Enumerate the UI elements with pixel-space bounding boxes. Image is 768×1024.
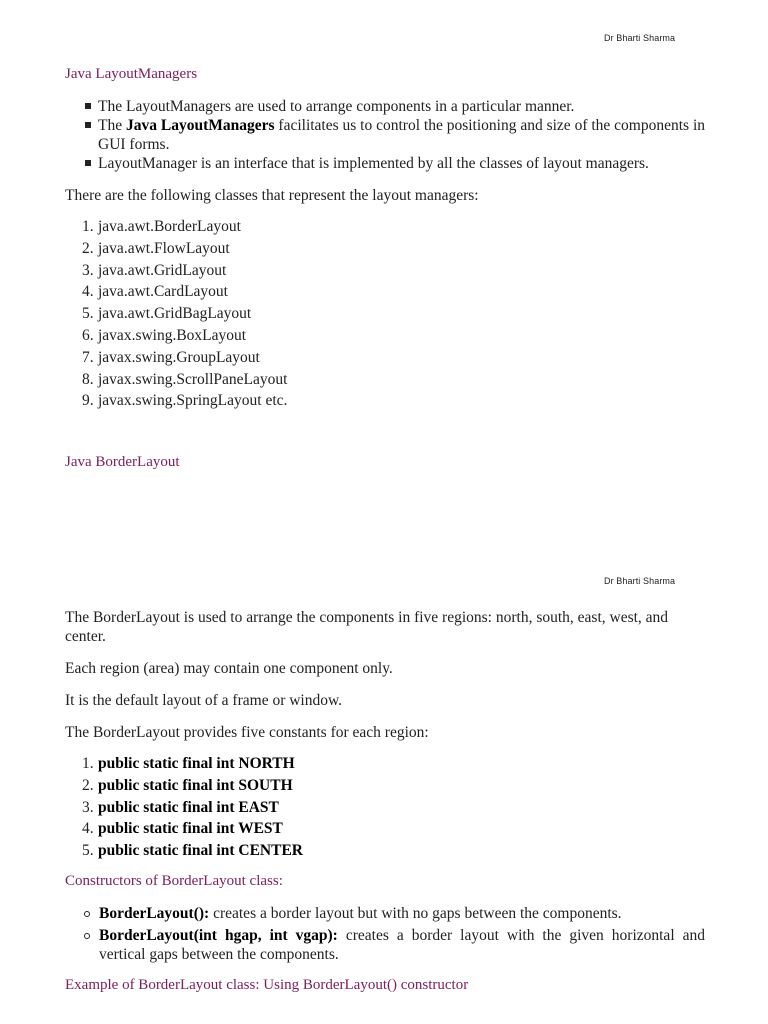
section-heading-borderlayout: Java BorderLayout (65, 454, 180, 470)
section-heading-example: Example of BorderLayout class: Using BorderLayout() constructor (65, 977, 469, 993)
constant-item-text: public static final int WEST (98, 820, 283, 838)
layout-class-item-text: java.awt.GridBagLayout (98, 305, 252, 323)
list-number: 1. (82, 218, 94, 235)
list-number: 4. (82, 283, 94, 301)
constructor-item: BorderLayout(int hgap, int vgap): creates a border layout with the given horizontal and vertical gaps between the components. (65, 926, 705, 964)
layout-class-item (65, 369, 287, 391)
constructor-item: BorderLayout(): creates a border layout but with no gaps between the components. (65, 904, 705, 923)
region-note: Each region (area) may contain one component only. (65, 660, 393, 677)
list-number: 5. (82, 842, 94, 860)
layout-class-item (65, 238, 287, 260)
list-number: 2. (82, 239, 94, 257)
layout-class-item-text: javax.swing.ScrollPaneLayout (98, 370, 288, 388)
constant-item-text: public static final int NORTH (98, 755, 295, 772)
layoutmanager-bullet-list (65, 97, 705, 173)
default-layout-note: It is the default layout of a frame or window. (65, 692, 343, 709)
layout-classes-list (65, 216, 287, 412)
list-number: 1. (82, 755, 94, 772)
list-number: 3. (82, 798, 94, 816)
square-bullet-icon (85, 103, 91, 109)
list-number: 9. (82, 392, 94, 410)
section-heading-constructors: Constructors of BorderLayout class: (65, 873, 283, 889)
bullet-item: The Java LayoutManagers facilitates us to control the positioning and size of the components in GUI forms. (65, 116, 705, 154)
author-header: Dr Bharti Sharma (604, 33, 676, 43)
author-header: Dr Bharti Sharma (604, 576, 676, 586)
constants-intro: The BorderLayout provides five constants for each region: (65, 724, 429, 741)
list-number: 2. (82, 776, 94, 794)
borderlayout-description: The BorderLayout is used to arrange the components in five regions: north, south, east, west, and center. (65, 609, 669, 645)
circle-bullet-icon (84, 911, 90, 917)
layout-class-item (65, 390, 287, 412)
layout-class-item (65, 216, 287, 238)
layout-class-item (65, 260, 287, 282)
layout-class-item-text: javax.swing.SpringLayout etc. (98, 392, 288, 410)
constant-item (65, 818, 303, 840)
layout-class-item (65, 281, 287, 303)
layout-class-item-text: java.awt.BorderLayout (98, 218, 241, 235)
layout-class-item (65, 347, 287, 369)
list-number: 7. (82, 348, 94, 366)
circle-bullet-icon (84, 933, 90, 939)
constant-item (65, 840, 303, 862)
constant-item (65, 797, 303, 819)
layout-class-item-text: java.awt.FlowLayout (98, 239, 230, 257)
constant-item (65, 775, 303, 797)
square-bullet-icon (85, 122, 91, 128)
constant-item-text: public static final int SOUTH (98, 776, 293, 794)
layout-class-item (65, 303, 287, 325)
layout-class-item (65, 325, 287, 347)
square-bullet-icon (85, 160, 91, 166)
list-number: 3. (82, 261, 94, 279)
constant-item-text: public static final int CENTER (98, 842, 303, 860)
classes-intro: There are the following classes that represent the layout managers: (65, 187, 479, 204)
bullet-item: LayoutManager is an interface that is implemented by all the classes of layout managers. (65, 154, 705, 173)
layout-class-item-text: java.awt.GridLayout (98, 261, 227, 279)
list-number: 4. (82, 820, 94, 838)
layout-class-item-text: javax.swing.GroupLayout (98, 348, 260, 366)
layout-class-item-text: java.awt.CardLayout (98, 283, 228, 301)
constant-item-text: public static final int EAST (98, 798, 279, 816)
constant-item (65, 753, 303, 775)
constants-list (65, 753, 303, 862)
section-heading-layoutmanagers: Java LayoutManagers (65, 66, 198, 82)
layout-class-item-text: javax.swing.BoxLayout (98, 326, 247, 344)
list-number: 6. (82, 326, 94, 344)
list-number: 5. (82, 305, 94, 323)
bullet-item: The LayoutManagers are used to arrange components in a particular manner. (65, 97, 705, 116)
list-number: 8. (82, 370, 94, 388)
constructors-list (65, 904, 705, 967)
